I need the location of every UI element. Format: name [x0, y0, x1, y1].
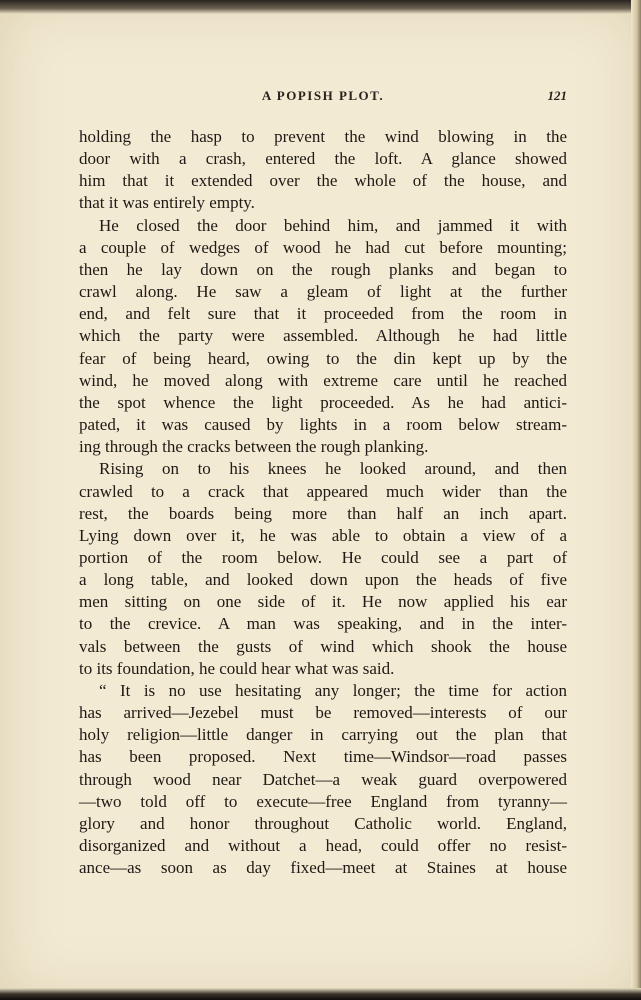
- text-line: through wood near Datchet—a weak guard overpowered: [79, 769, 567, 789]
- text-line: a couple of wedges of wood he had cut before mounting;: [79, 237, 567, 257]
- text-line: crawled to a crack that appeared much wider than the: [79, 481, 567, 501]
- page-number: 121: [547, 88, 567, 103]
- text-line: disorganized and without a head, could offer no resist-: [79, 836, 567, 855]
- body-text: [79, 126, 567, 879]
- text-line: ing through the cracks between the rough planking.: [79, 437, 429, 457]
- text-line: crawl along. He saw a gleam of light at the further: [79, 282, 567, 302]
- text-line: He closed the door behind him, and jammed it with: [99, 215, 567, 235]
- text-line: holy religion—little danger in carrying out the plan that: [79, 725, 567, 745]
- text-line: to its foundation, he could hear what was said.: [79, 658, 395, 678]
- text-line: men sitting on one side of it. He now applied his ear: [79, 592, 567, 612]
- page-bottom-edge: [0, 988, 641, 1000]
- text-line: fear of being heard, owing to the din kept up by the: [79, 348, 567, 368]
- text-line: then he lay down on the rough planks and began to: [79, 259, 567, 279]
- text-line: wind, he moved along with extreme care until he reached: [79, 370, 567, 390]
- text-line: him that it extended over the whole of the house, and: [79, 171, 567, 191]
- page-right-edge: [631, 0, 641, 1000]
- text-line: vals between the gusts of wind which shook the house: [79, 636, 567, 656]
- text-line: glory and honor throughout Catholic world. England,: [79, 813, 567, 833]
- text-line: end, and felt sure that it proceeded from the room in: [79, 304, 567, 324]
- text-line: to the crevice. A man was speaking, and in the inter-: [79, 614, 567, 634]
- text-line: rest, the boards being more than half an inch apart.: [79, 503, 567, 523]
- text-line: holding the hasp to prevent the wind blowing in the: [79, 127, 567, 146]
- running-title: A POPISH PLOT.: [261, 88, 385, 103]
- text-line: the spot whence the light proceeded. As he had antici-: [79, 392, 567, 412]
- text-line: Rising on to his knees he looked around, and then: [99, 459, 567, 479]
- text-line: door with a crash, entered the loft. A glance showed: [79, 149, 567, 169]
- text-line: has arrived—Jezebel must be removed—interests of our: [79, 703, 567, 723]
- text-line: portion of the room below. He could see a part of: [79, 547, 567, 567]
- text-line: —two told off to execute—free England from tyranny—: [79, 791, 567, 811]
- text-line: “ It is no use hesitating any longer; the time for action: [99, 680, 567, 700]
- text-line: ance—as soon as day fixed—meet at Staines at house: [79, 858, 567, 878]
- text-line: pated, it was caused by lights in a room below stream-: [79, 415, 567, 435]
- text-line: that it was entirely empty.: [79, 193, 255, 213]
- text-line: Lying down over it, he was able to obtain a view of a: [79, 525, 567, 545]
- text-line: which the party were assembled. Although he had little: [79, 326, 567, 346]
- text-line: a long table, and looked down upon the heads of five: [79, 570, 567, 590]
- page-header: [79, 88, 567, 108]
- text-line: has been proposed. Next time—Windsor—road passes: [79, 747, 567, 767]
- page-top-edge: [0, 0, 641, 14]
